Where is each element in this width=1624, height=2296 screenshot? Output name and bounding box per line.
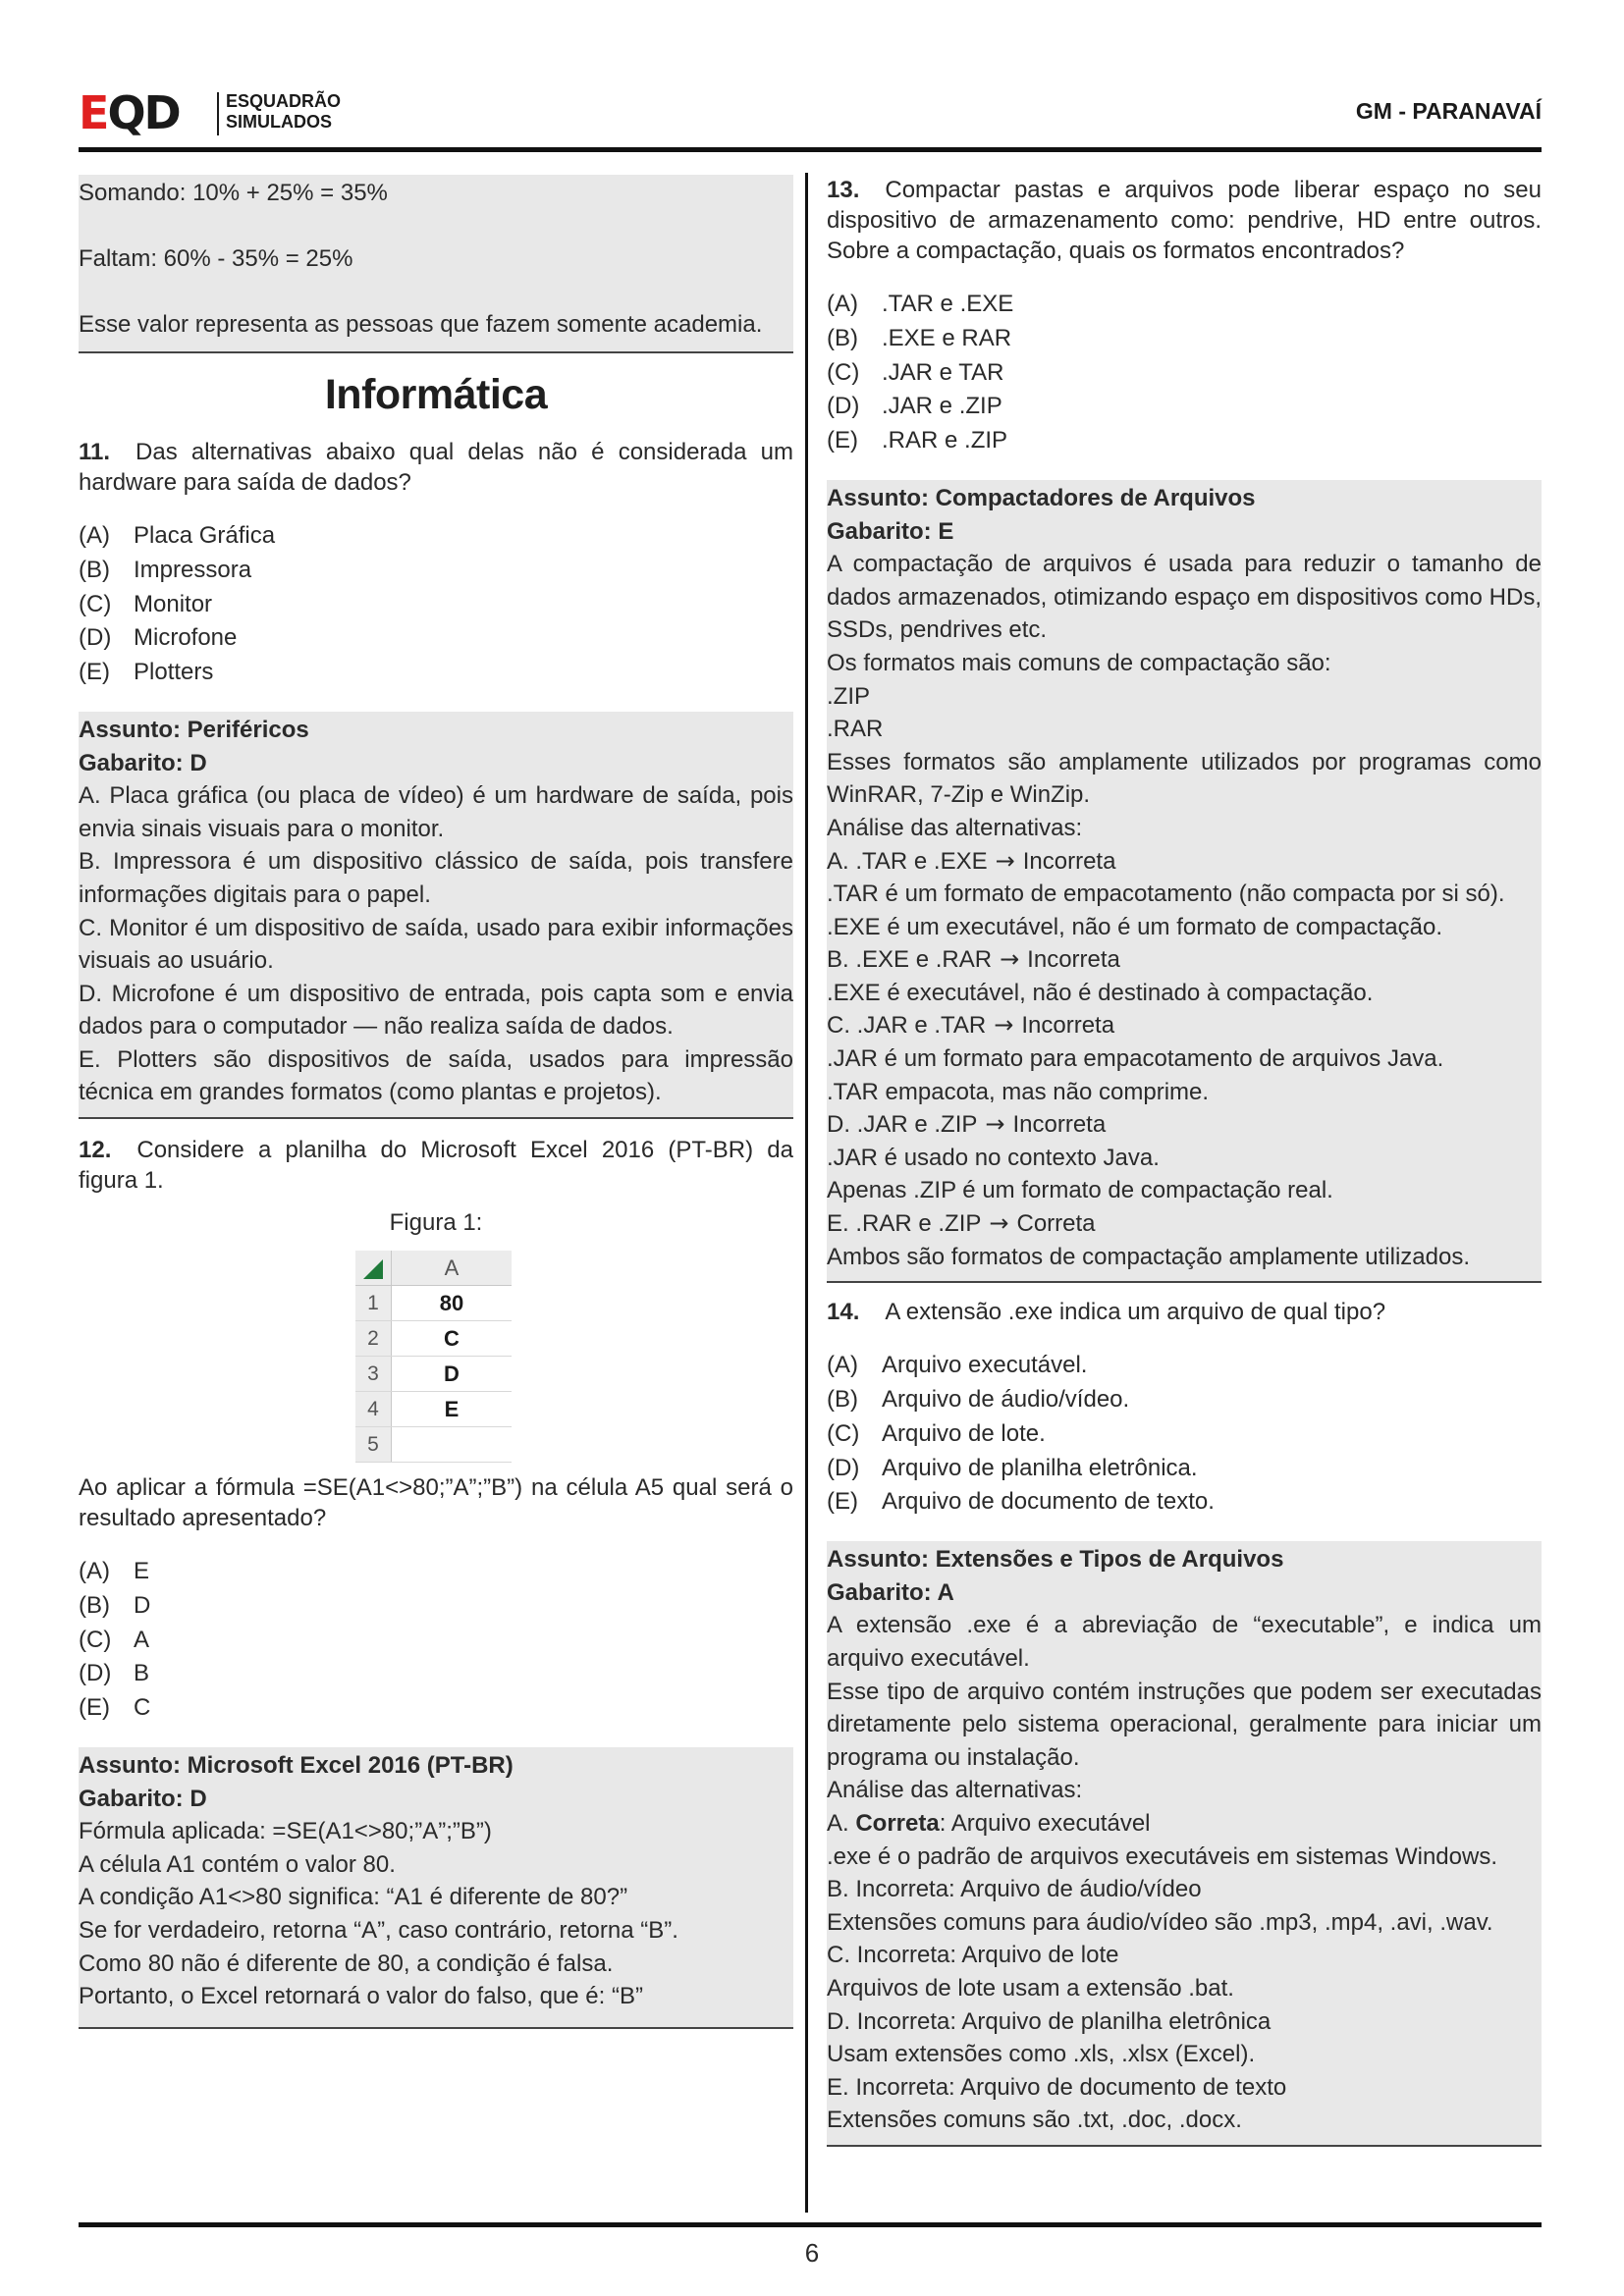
- logo-mark-e: E: [79, 86, 108, 139]
- row-header: 5: [355, 1427, 392, 1463]
- option-item: [79, 519, 793, 554]
- alternative-verdict-line: [827, 1207, 1542, 1241]
- alternative-head: E. .RAR e .ZIP: [827, 1210, 982, 1238]
- question-12-options: [79, 1555, 793, 1726]
- explanation-line: .ZIP: [827, 682, 871, 710]
- cell-a2: C: [392, 1321, 513, 1357]
- question-number: 13.: [827, 177, 860, 203]
- spreadsheet-header-row: [355, 1251, 512, 1286]
- option-text: .EXE e RAR: [882, 324, 1012, 351]
- option-item: [79, 656, 793, 690]
- explanation-line: Extensões comuns para áudio/vídeo são .mp3, .mp4, .avi, .wav.: [827, 1908, 1493, 1936]
- option-text: Arquivo de lote.: [882, 1419, 1046, 1447]
- explanation-line: D. Incorreta: Arquivo de planilha eletrônica: [827, 2007, 1272, 2035]
- option-letter: (A): [79, 521, 110, 549]
- alt-description: : Arquivo executável: [939, 1809, 1151, 1837]
- subject-label: Assunto: Extensões e Tipos de Arquivos: [827, 1546, 1284, 1574]
- explanation-line: Portanto, o Excel retornará o valor do falso, que é: “B”: [79, 1983, 643, 2010]
- option-item: [827, 322, 1542, 356]
- option-text: .TAR e .EXE: [882, 291, 1014, 317]
- option-letter: (B): [79, 1591, 110, 1619]
- option-letter: (C): [79, 590, 112, 617]
- option-text: Placa Gráfica: [134, 521, 276, 549]
- explanation-line: Extensões comuns são .txt, .doc, .docx.: [827, 2107, 1242, 2134]
- header-rule: [79, 147, 1542, 152]
- explanation-line: Análise das alternativas:: [827, 1777, 1083, 1804]
- explanation-line: A compactação de arquivos é usada para reduzir o tamanho de dados armazenados, otimizando espaço em dispositivos como HDs, SSDs, pendrives etc.: [827, 551, 1542, 644]
- select-all-triangle-icon: [363, 1259, 383, 1279]
- question-13: [827, 175, 1542, 266]
- option-text: E: [134, 1558, 150, 1585]
- explanation-line: Esses formatos são amplamente utilizados por programas como WinRAR, 7-Zip e WinZip.: [827, 748, 1542, 809]
- option-text: Arquivo executável.: [882, 1352, 1088, 1379]
- option-item: [827, 1452, 1542, 1486]
- explanation-line: D. Microfone é um dispositivo de entrada, pois capta som e envia dados para o computador — não realiza saída de dados.: [79, 980, 793, 1041]
- logo-text: [226, 91, 341, 133]
- option-item: [827, 1349, 1542, 1383]
- option-text: .JAR e .ZIP: [882, 393, 1002, 420]
- explanation-line: Fórmula aplicada: =SE(A1<>80;”A”;”B”): [79, 1818, 492, 1845]
- previous-answer-box: [79, 175, 793, 353]
- explanation: [79, 779, 793, 1109]
- alternative-note: .EXE é executável, não é destinado à compactação.: [827, 979, 1374, 1006]
- explanation-line: A. Placa gráfica (ou placa de vídeo) é um hardware de saída, pois envia sinais visuais para o monitor.: [79, 782, 793, 842]
- spacer-line: [79, 210, 793, 243]
- option-item: [79, 1657, 793, 1691]
- cell-a3: D: [392, 1357, 513, 1392]
- question-11-options: [79, 519, 793, 690]
- explanation-line: Como 80 não é diferente de 80, a condição é falsa.: [79, 1949, 614, 1977]
- cell-a1: 80: [392, 1286, 513, 1321]
- answer-key: Gabarito: D: [79, 1785, 207, 1812]
- explanation-line: B. Impressora é um dispositivo clássico de saída, pois transfere informações digitais para o papel.: [79, 848, 793, 908]
- alt-prefix: A.: [827, 1809, 856, 1837]
- explanation-line: Usam extensões como .xls, .xlsx (Excel).: [827, 2041, 1256, 2068]
- spreadsheet-row: [355, 1321, 512, 1357]
- column-divider: [805, 173, 808, 2213]
- alternative-note: .TAR é um formato de empacotamento (não compacta por si só).: [827, 881, 1505, 908]
- right-column: [827, 175, 1542, 2147]
- question-12: [79, 1135, 793, 1196]
- explanation-line: A condição A1<>80 significa: “A1 é diferente de 80?”: [79, 1884, 628, 1911]
- alternative-note: Ambos são formatos de compactação amplamente utilizados.: [827, 1243, 1470, 1270]
- question-14: [827, 1297, 1542, 1327]
- spreadsheet-row: [355, 1357, 512, 1392]
- option-text: C: [134, 1694, 151, 1722]
- option-text: .RAR e .ZIP: [882, 427, 1008, 454]
- explanation: [827, 1609, 1542, 1807]
- explanation: [827, 548, 1542, 844]
- calc-line: Esse valor representa as pessoas que fazem somente academia.: [79, 311, 763, 339]
- question-text: Compactar pastas e arquivos pode liberar espaço no seu dispositivo de armazenamento como: pendrive, HD entre outros. Sobre a compactação, quais os formatos encontrados?: [827, 177, 1542, 264]
- row-header: 4: [355, 1392, 392, 1427]
- alternative-verdict-line: [827, 845, 1542, 879]
- question-14-answer-box: [827, 1541, 1542, 2147]
- option-item: [827, 424, 1542, 458]
- option-letter: (C): [827, 1419, 860, 1447]
- subject-label: Assunto: Microsoft Excel 2016 (PT-BR): [79, 1752, 514, 1780]
- option-text: A: [134, 1626, 150, 1653]
- subject-label: Assunto: Periféricos: [79, 716, 309, 743]
- question-text: A extensão .exe indica um arquivo de qual tipo?: [885, 1299, 1386, 1326]
- logo-text-line-1: ESQUADRÃO: [226, 91, 342, 111]
- explanation: [79, 1815, 793, 2013]
- explanation-line: E. Plotters são dispositivos de saída, usados para impressão técnica em grandes formatos (como plantas e projetos).: [79, 1045, 793, 1106]
- option-item: [827, 390, 1542, 424]
- alternative-verdict-line: [827, 1009, 1542, 1042]
- option-item: [827, 356, 1542, 391]
- explanation-line: E. Incorreta: Arquivo de documento de texto: [827, 2073, 1287, 2101]
- option-item: [79, 1624, 793, 1658]
- arrow-right-icon: →: [985, 1110, 1005, 1139]
- explanation-line: C. Incorreta: Arquivo de lote: [827, 1942, 1119, 1969]
- option-item: [79, 1691, 793, 1726]
- option-text: B: [134, 1660, 150, 1687]
- alternative-note: Apenas .ZIP é um formato de compactação real.: [827, 1177, 1333, 1204]
- logo-separator: [217, 92, 219, 135]
- verdict: Correta: [1016, 1210, 1096, 1238]
- question-11: [79, 437, 793, 498]
- option-letter: (D): [827, 1454, 860, 1481]
- option-text: .JAR e TAR: [882, 358, 1004, 386]
- explanation-line: Análise das alternativas:: [827, 814, 1083, 841]
- explanation-line: A célula A1 contém o valor 80.: [79, 1850, 396, 1878]
- cell-a4: E: [392, 1392, 513, 1427]
- option-item: [79, 588, 793, 622]
- option-letter: (A): [827, 1352, 858, 1379]
- option-letter: (C): [827, 358, 860, 386]
- explanation-line: .exe é o padrão de arquivos executáveis em sistemas Windows.: [827, 1842, 1498, 1870]
- option-text: D: [134, 1591, 151, 1619]
- option-item: [827, 1485, 1542, 1520]
- column-header-a: A: [392, 1251, 513, 1286]
- explanation-line: B. Incorreta: Arquivo de áudio/vídeo: [827, 1876, 1202, 1903]
- select-all-corner: [355, 1251, 392, 1286]
- correct-alternative-line: [827, 1807, 1542, 1841]
- spreadsheet-row: [355, 1392, 512, 1427]
- option-letter: (E): [827, 427, 858, 454]
- question-13-options: [827, 288, 1542, 458]
- option-text: Impressora: [134, 556, 252, 583]
- explanation-line: Arquivos de lote usam a extensão .bat.: [827, 1974, 1234, 2002]
- question-14-options: [827, 1349, 1542, 1520]
- spreadsheet-row: [355, 1286, 512, 1321]
- option-item: [827, 288, 1542, 322]
- alternative-head: A. .TAR e .EXE: [827, 847, 988, 875]
- logo-mark: [79, 88, 180, 137]
- option-letter: (B): [827, 1386, 858, 1414]
- option-letter: (B): [79, 556, 110, 583]
- verdict: Incorreta: [1012, 1111, 1107, 1139]
- option-item: [79, 1555, 793, 1589]
- arrow-right-icon: →: [989, 1209, 1009, 1238]
- alternative-note: .EXE é um executável, não é um formato de compactação.: [827, 913, 1442, 940]
- verdict: Incorreta: [1027, 946, 1120, 974]
- option-text: Monitor: [134, 590, 213, 617]
- answer-key: Gabarito: D: [79, 749, 207, 776]
- explanation-line: Se for verdadeiro, retorna “A”, caso contrário, retorna “B”.: [79, 1917, 678, 1945]
- option-item: [827, 1417, 1542, 1452]
- explanation-line: C. Monitor é um dispositivo de saída, usado para exibir informações visuais ao usuário.: [79, 914, 793, 975]
- option-letter: (B): [827, 324, 858, 351]
- spacer-line: [79, 276, 793, 309]
- spreadsheet-table: [355, 1251, 512, 1463]
- question-number: 14.: [827, 1299, 860, 1326]
- arrow-right-icon: →: [995, 846, 1015, 875]
- option-letter: (D): [79, 1660, 112, 1687]
- calc-line: Faltam: 60% - 35% = 25%: [79, 245, 353, 273]
- arrow-right-icon: →: [1000, 945, 1020, 974]
- verdict: Incorreta: [1021, 1012, 1115, 1040]
- page-header: [79, 77, 1542, 147]
- spreadsheet-rows: [355, 1286, 512, 1463]
- logo-mark-qd: QD: [107, 86, 180, 139]
- arrow-right-icon: →: [994, 1011, 1014, 1040]
- logo-text-line-2: SIMULADOS: [226, 112, 332, 132]
- alternative-verdict-line: [827, 943, 1542, 977]
- option-letter: (C): [79, 1626, 112, 1653]
- cell-a5: [392, 1427, 513, 1463]
- alternative-note: .JAR é um formato para empacotamento de arquivos Java.: [827, 1045, 1444, 1073]
- question-text: Das alternativas abaixo qual delas não é considerada um hardware para saída de dados?: [79, 438, 793, 496]
- answer-key: Gabarito: E: [827, 517, 954, 545]
- option-text: Arquivo de áudio/vídeo.: [882, 1386, 1130, 1414]
- option-item: [79, 1589, 793, 1624]
- exam-title: GM - PARANAVAÍ: [1355, 98, 1542, 124]
- spreadsheet-row: [355, 1427, 512, 1463]
- previous-answer-lines: [79, 177, 793, 342]
- question-number: 11.: [79, 438, 111, 465]
- explanation-line: A extensão .exe é a abreviação de “executable”, e indica um arquivo executável.: [827, 1612, 1542, 1672]
- answer-key: Gabarito: A: [827, 1578, 954, 1606]
- correct-label: Correta: [855, 1809, 940, 1837]
- section-title: Informática: [324, 370, 548, 418]
- option-letter: (D): [827, 393, 860, 420]
- option-item: [827, 1383, 1542, 1417]
- option-letter: (E): [79, 1694, 110, 1722]
- left-column: [79, 175, 793, 2029]
- row-header: 2: [355, 1321, 392, 1357]
- option-text: Plotters: [134, 659, 214, 686]
- alternative-note: .JAR é usado no contexto Java.: [827, 1144, 1160, 1171]
- verdict: Incorreta: [1022, 847, 1116, 875]
- footer-rule: [79, 2222, 1542, 2227]
- option-text: Arquivo de planilha eletrônica.: [882, 1454, 1198, 1481]
- page-number: 6: [804, 2238, 820, 2268]
- explanation-line: Os formatos mais comuns de compactação são:: [827, 649, 1331, 676]
- explanation-continued: [827, 1841, 1542, 2137]
- option-letter: (A): [827, 291, 858, 317]
- figure-caption: Figura 1:: [389, 1209, 483, 1237]
- explanation-line: Esse tipo de arquivo contém instruções que podem ser executadas diretamente pelo sistema operacional, geralmente para iniciar um programa ou instalação.: [827, 1678, 1542, 1771]
- alternative-note: .TAR empacota, mas não comprime.: [827, 1078, 1210, 1105]
- question-13-answer-box: [827, 480, 1542, 1283]
- option-letter: (E): [827, 1488, 858, 1516]
- option-text: Microfone: [134, 624, 238, 652]
- question-number: 12.: [79, 1137, 112, 1164]
- alternative-head: D. .JAR e .ZIP: [827, 1111, 978, 1139]
- question-12-answer-box: [79, 1747, 793, 2029]
- option-letter: (A): [79, 1558, 110, 1585]
- option-text: Arquivo de documento de texto.: [882, 1488, 1215, 1516]
- calc-line: Somando: 10% + 25% = 35%: [79, 180, 388, 206]
- option-item: [79, 621, 793, 656]
- question-12-prompt: Ao aplicar a fórmula =SE(A1<>80;”A”;”B”) na célula A5 qual será o resultado apresentado?: [79, 1474, 793, 1532]
- question-11-answer-box: [79, 712, 793, 1119]
- row-header: 1: [355, 1286, 392, 1321]
- alternatives-analysis: [827, 845, 1542, 1274]
- alternative-head: C. .JAR e .TAR: [827, 1012, 987, 1040]
- spreadsheet-figure: [355, 1251, 520, 1461]
- alternative-head: B. .EXE e .RAR: [827, 946, 993, 974]
- explanation-line: .RAR: [827, 716, 884, 743]
- option-item: [79, 554, 793, 588]
- subject-label: Assunto: Compactadores de Arquivos: [827, 484, 1256, 511]
- question-text: Considere a planilha do Microsoft Excel 2016 (PT-BR) da figura 1.: [79, 1137, 793, 1195]
- alternative-verdict-line: [827, 1108, 1542, 1142]
- option-letter: (E): [79, 659, 110, 686]
- option-letter: (D): [79, 624, 112, 652]
- row-header: 3: [355, 1357, 392, 1392]
